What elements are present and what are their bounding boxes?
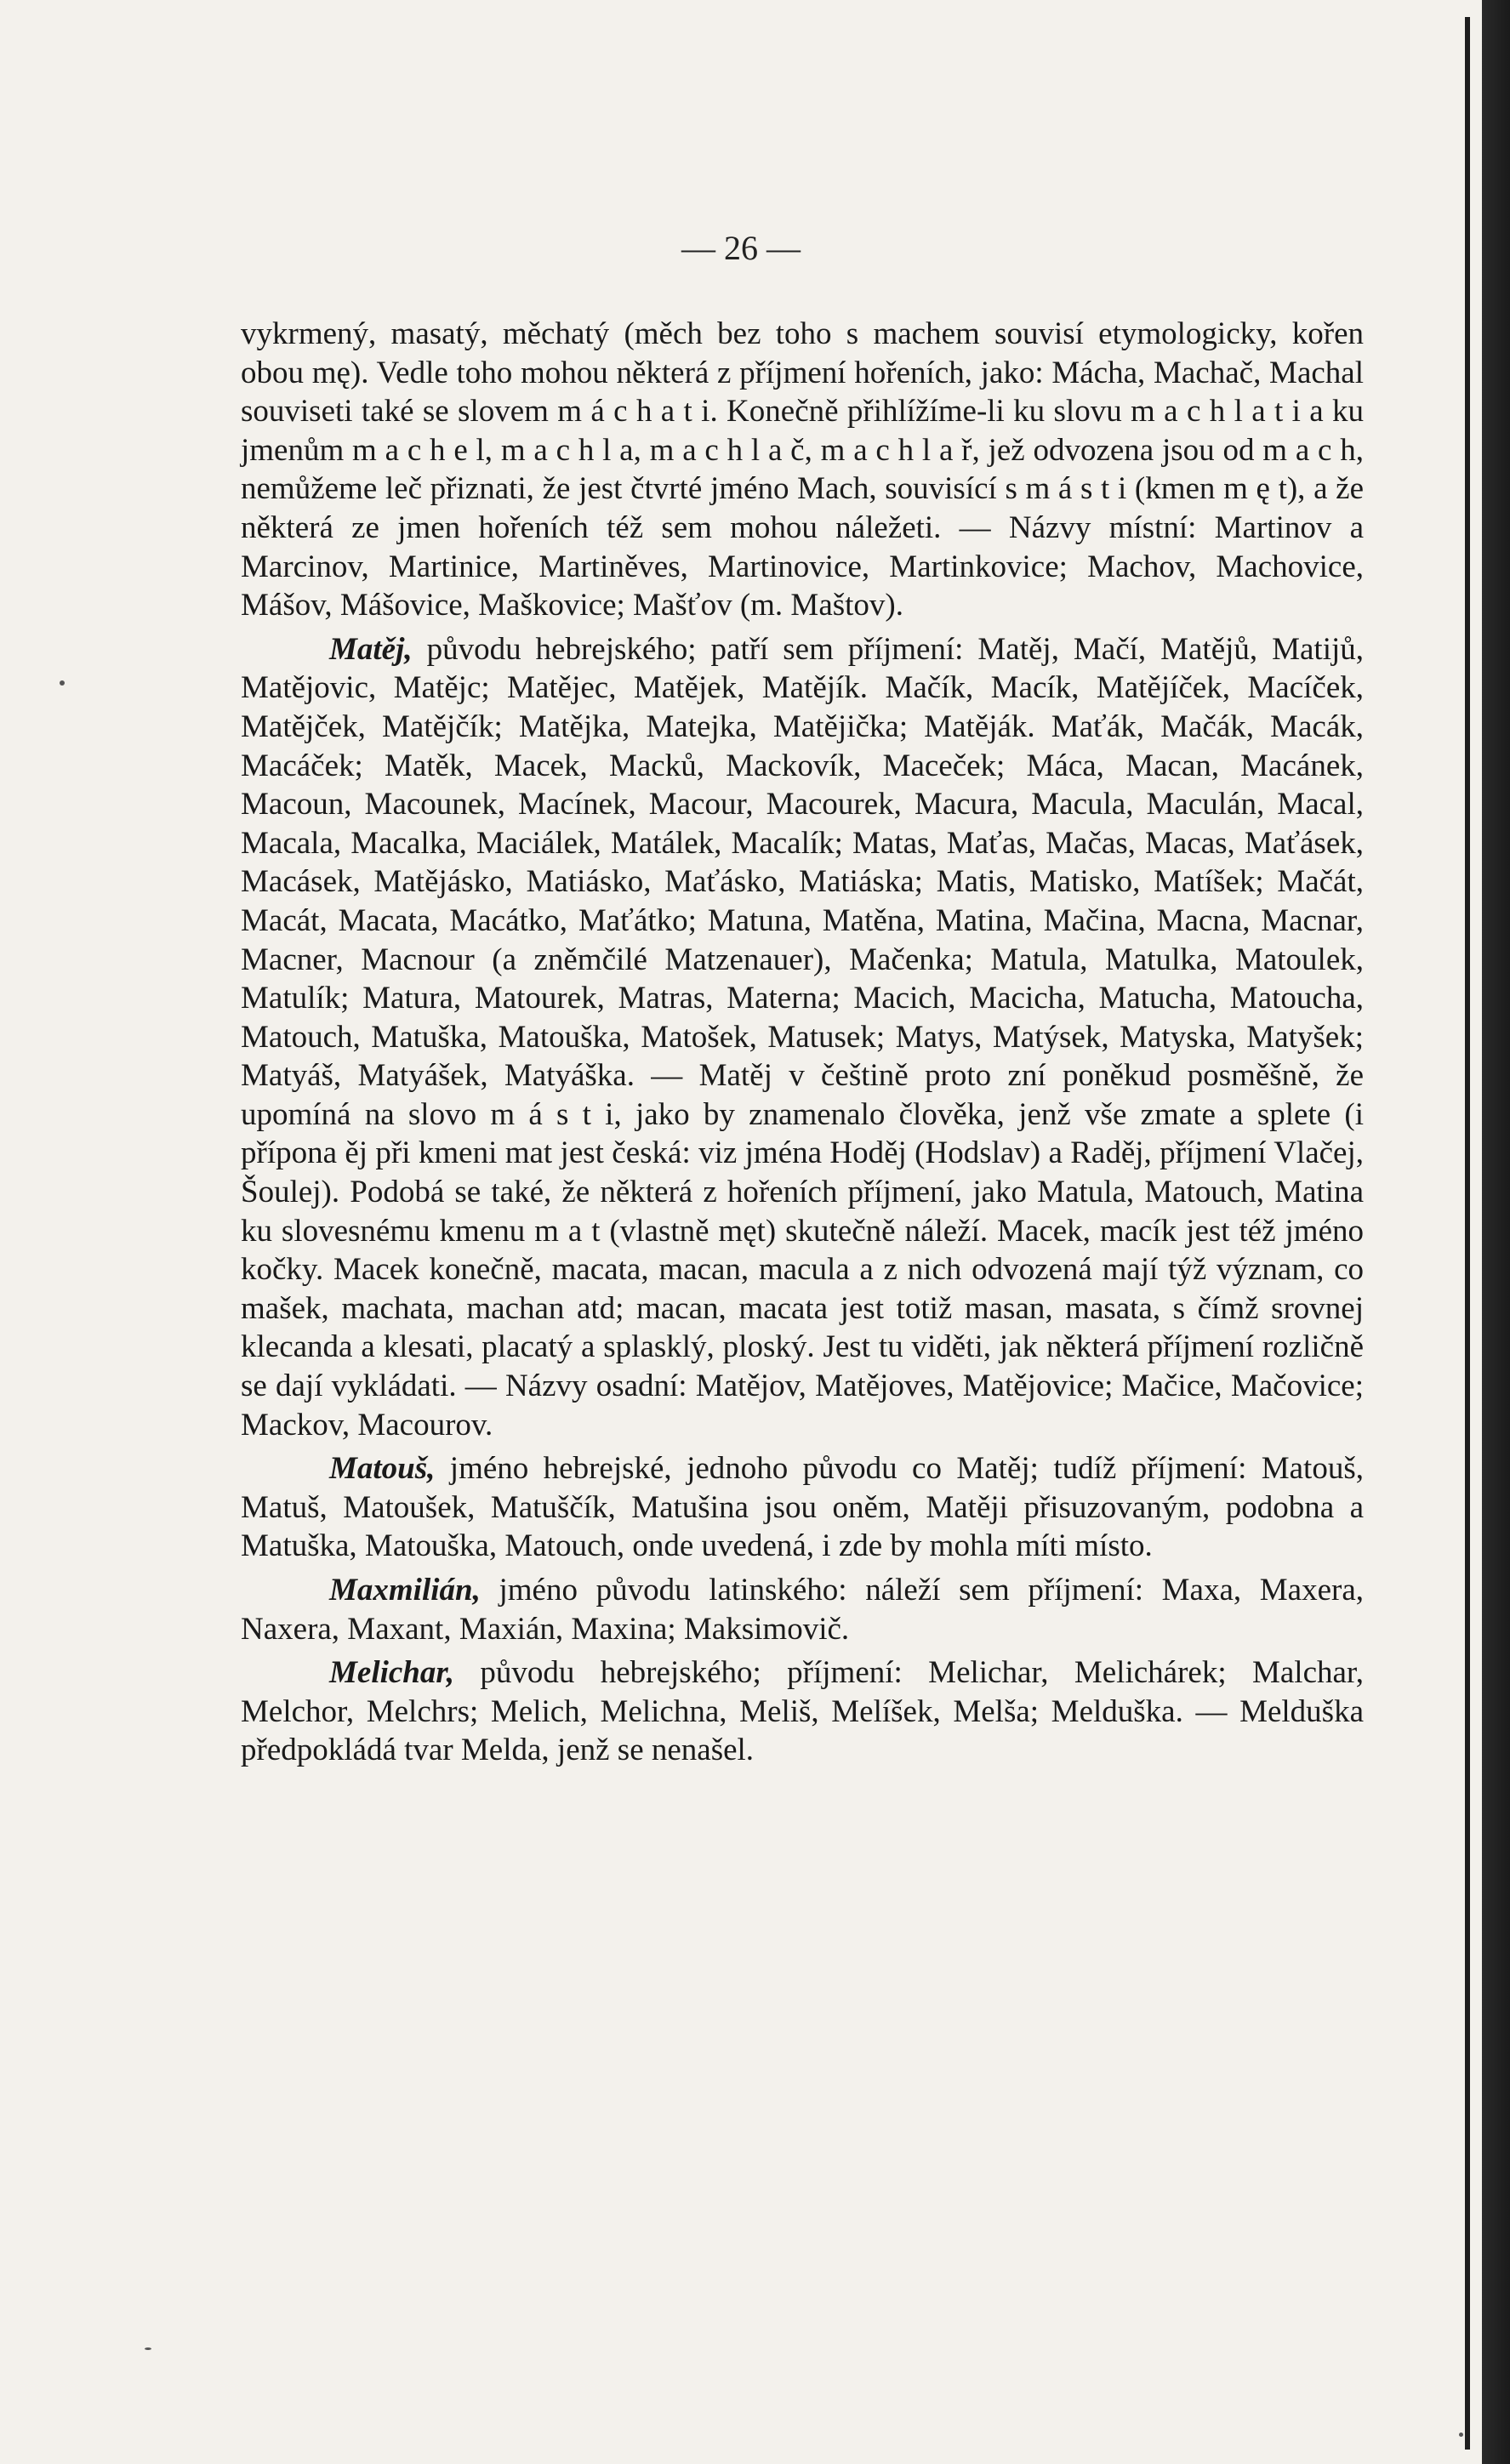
scan-speck — [60, 680, 65, 686]
paragraph-maxmilian — [241, 1571, 1364, 1648]
entry-heading-melichar: Melichar, — [329, 1655, 454, 1691]
paragraph-matous — [241, 1449, 1364, 1566]
page-edge-line — [1465, 17, 1470, 2450]
paragraph-text: jméno původu latinského: náleží sem příjmení: Maxa, Maxera, Naxera, Maxant, Maxián, Maxina; Maksimovič. — [241, 1573, 1364, 1647]
paragraph-mach-continuation — [241, 315, 1364, 625]
entry-heading-matous: Matouš, — [329, 1451, 436, 1487]
page-number: — 26 — — [681, 229, 801, 267]
paragraph-melichar — [241, 1653, 1364, 1770]
scan-border — [1482, 0, 1510, 2464]
paragraph-text: původu hebrejského; patří sem příjmení: Matěj, Mačí, Matějů, Matijů, Matějovic, Matějc; Matějec, Matějek, Matějík. Mačík, Macík, Matějíček, Macíček, Matějček, Matějčík; Matějka, Matejka, Matějička; Matěják. Maťák, Mačák, Macák, Macáček; Matěk, Macek, Macků, Mackovík, Maceček; Máca, Macan, Macánek, Macoun, Macounek, Macínek, Macour, Macourek, Macura, Macula, Maculán, Macal, Macala, Macalka, Maciálek, Matálek, Macalík; Matas, Maťas, Mačas, Macas, Maťásek, Macásek, Matějásko, Matiásko, Maťásko, Matiáska; Matis, Matisko, Matíšek; Mačát, Macát, Macata, Macátko, Maťátko; Matuna, Matěna, Matina, Mačina, Macna, Macnar, Macner, Macnour (a zněmčilé Matzenauer), Mačenka; Matula, Matulka, Matoulek, Matulík; Matura, Matourek, Matras, Materna; Macich, Macicha, Matucha, Matoucha, Matouch, Matuška, Matouška, Matošek, Matusek; Matys, Matýsek, Matyska, Matyšek; Matyáš, Matyášek, Matyáška. — Matěj v češtině proto zní poněkud posměšně, že upomíná na slovo m á s t i, jako by znamenalo člověka, jenž vše zmate a splete (i přípona ěj při kmeni mat jest česká: viz jména Hoděj (Hodslav) a Raděj, příjmení Vlačej, Šoulej). Podobá se také, že některá z hořeních příjmení, jako Matula, Matouch, Matina ku slovesnému kmenu m a t (vlastně męt) skutečně náleží. Macek, macík jest též jméno kočky. Macek konečně, macata, macan, macula a z nich odvozená mají týž význam, co mašek, machata, machan atd; macan, macata jest totiž masan, masata, s čímž srovnej klecanda a klesati, placatý a splasklý, ploský. Jest tu viděti, jak některá příjmení rozličně se dají vykládati. — Názvy osadní: Matějov, Matějoves, Matějovice; Mačice, Mačovice; Mackov, Macourov. — [241, 631, 1365, 1443]
paragraph-text: vykrmený, masatý, měchatý (měch bez toho s machem souvisí etymologicky, kořen obou mę). Vedle toho mohou některá z příjmení hořeních, jako: Mácha, Machač, Machal souviseti také se slovem m á c h a t i. Konečně přihlížíme-li ku slovu m a c h l a t i a ku jmenům m a c h e l, m a c h l a, m a c h l a č, m a c h l a ř, jež odvozena jsou od m a c h, nemůžeme leč přiznati, že jest čtvrté jméno Mach, souvisící s m á s t i (kmen m ę t), a že některá ze jmen hořeních též sem mohou náležeti. — Názvy místní: Martinov a Marcinov, Martinice, Martiněves, Martinovice, Martinkovice; Machov, Machovice, Mášov, Mášovice, Maškovice; Mašťov (m. Maštov). — [241, 316, 1364, 623]
paragraph-text: jméno hebrejské, jednoho původu co Matěj; tudíž příjmení: Matouš, Matuš, Matoušek, Matuščík, Matušina jsou oněm, Matěji přisuzovaným, podobna a Matuška, Matouška, Matouch, onde uvedená, i zde by mohla míti místo. — [241, 1451, 1364, 1564]
paragraph-text: původu hebrejského; příjmení: Melichar, Melichárek; Malchar, Melchor, Melchrs; Melich, Melichna, Meliš, Melíšek, Melša; Melduška. — Melduška předpokládá tvar Melda, jenž se nenašel. — [241, 1655, 1365, 1768]
scan-speck — [145, 2347, 151, 2350]
paragraph-matej — [241, 630, 1364, 1444]
entry-heading-maxmilian: Maxmilián, — [329, 1573, 481, 1608]
scan-speck — [1459, 2433, 1463, 2437]
entry-heading-matej: Matěj, — [329, 631, 413, 667]
body-text — [241, 315, 1364, 1770]
